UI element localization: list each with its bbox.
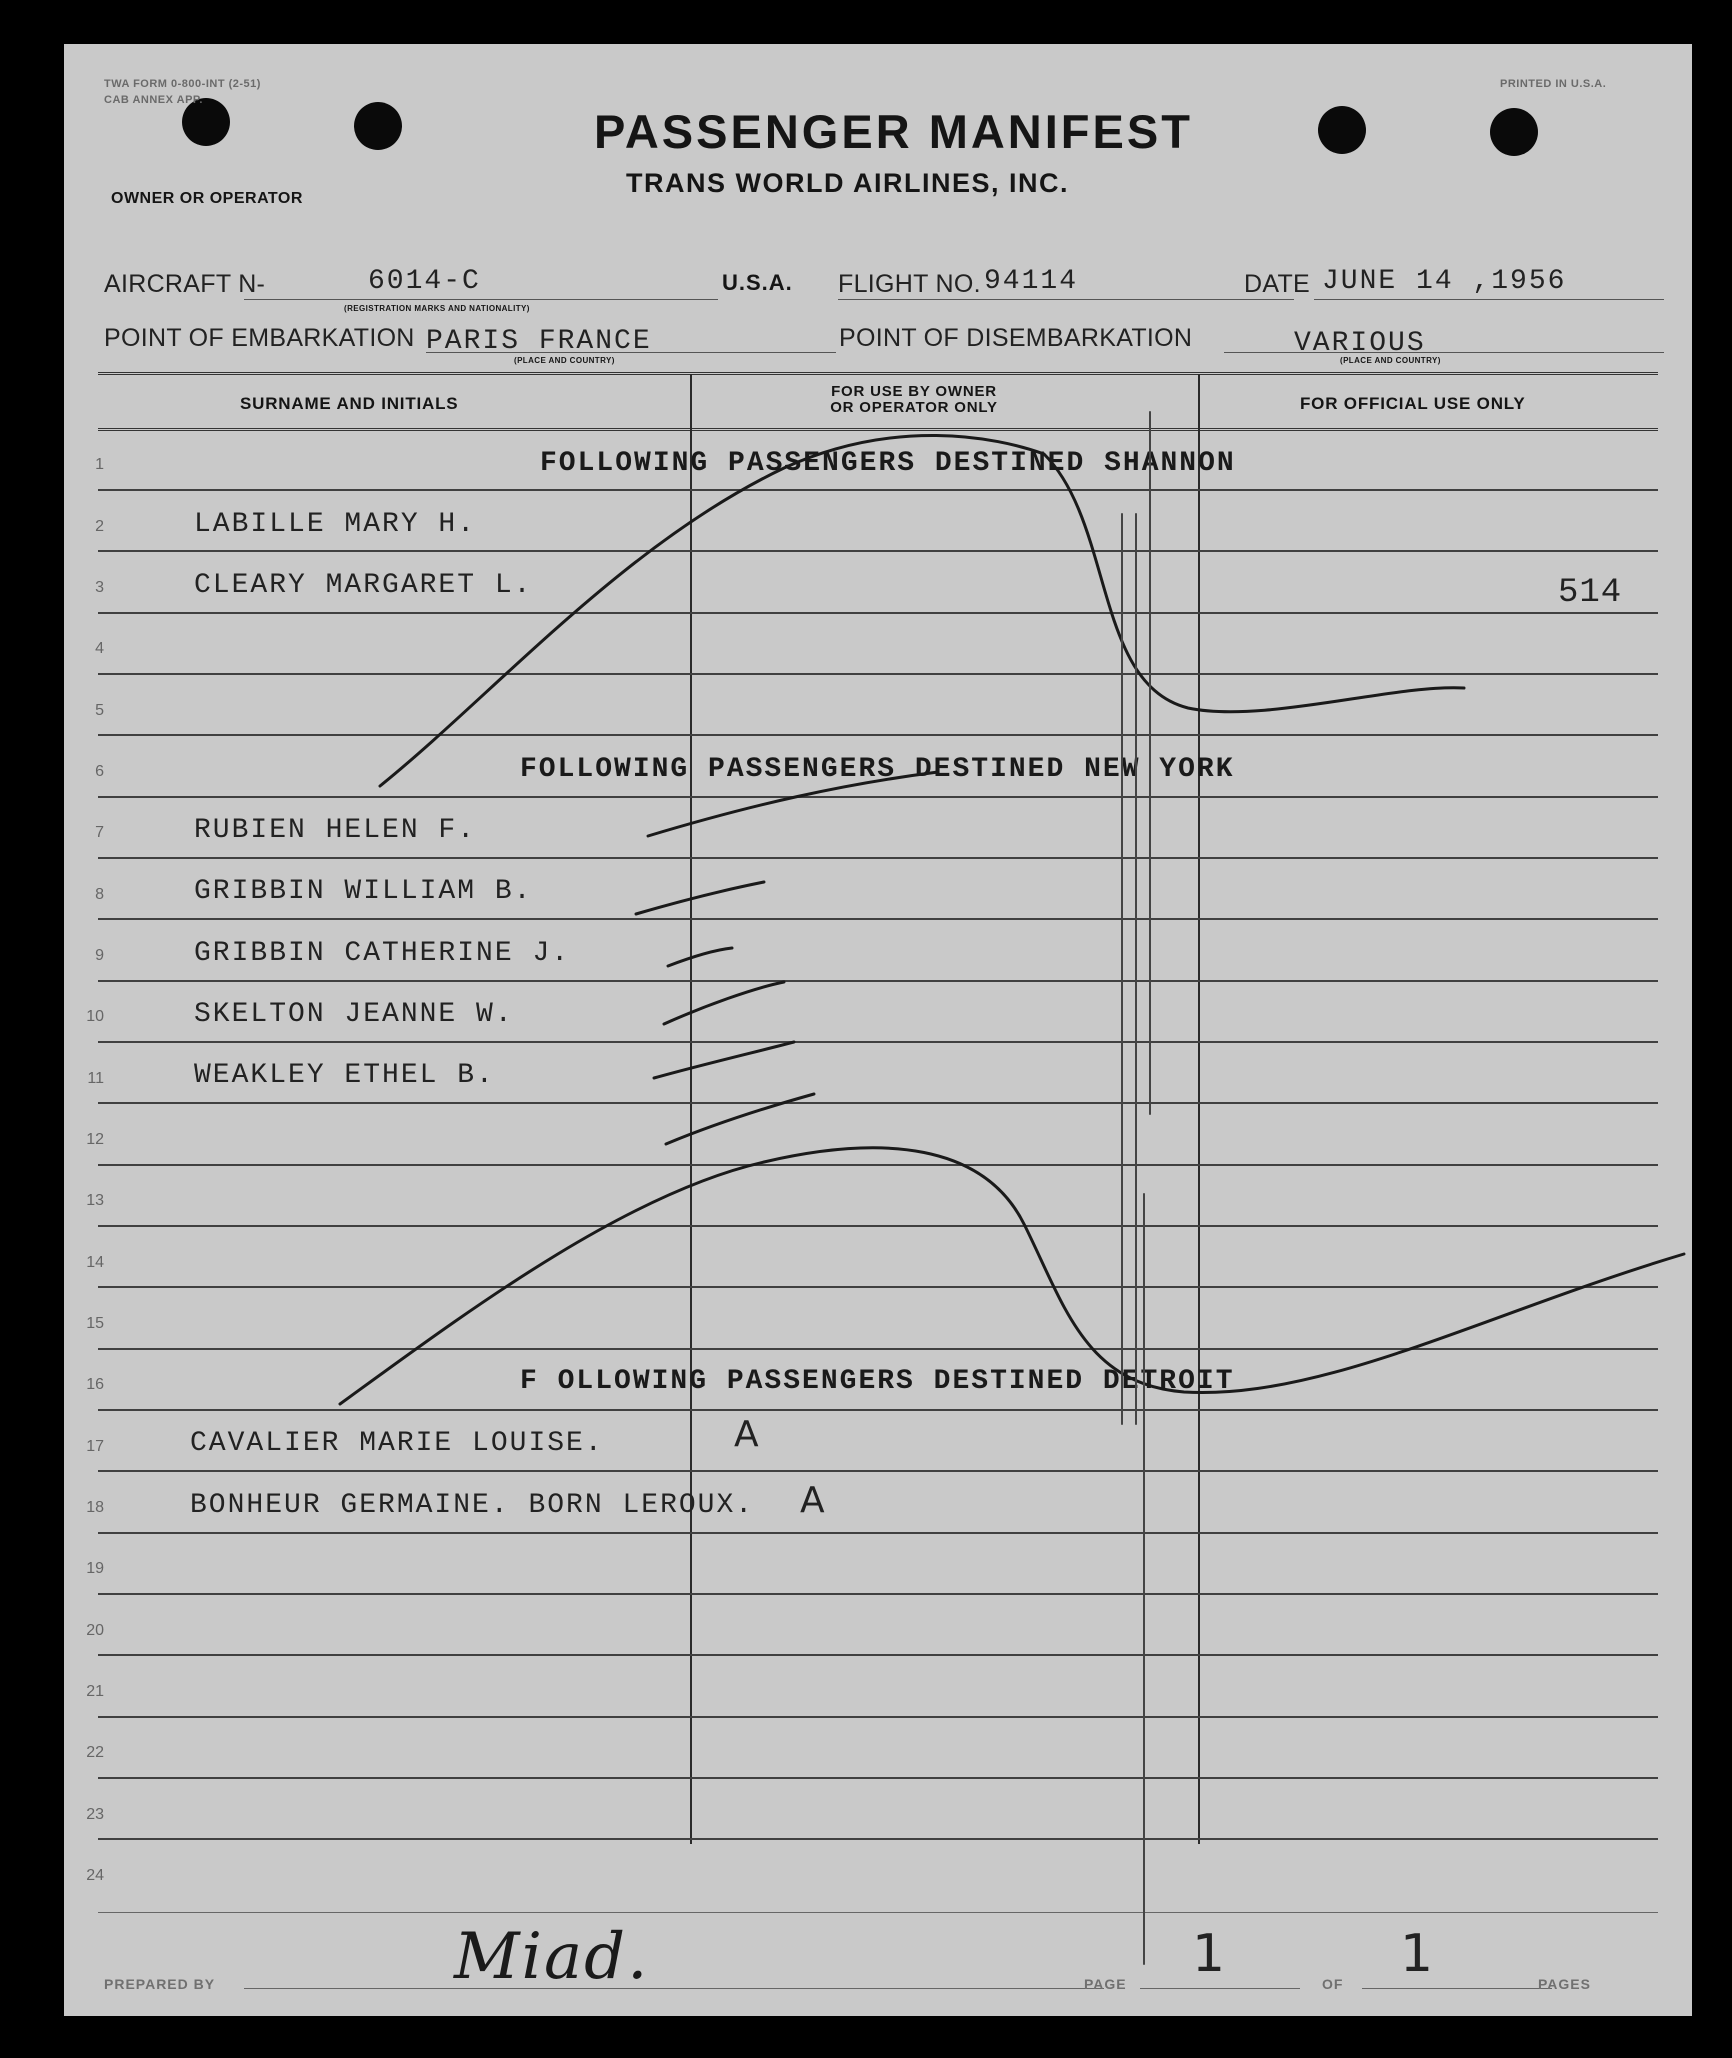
row-number: 22 <box>86 1744 104 1761</box>
aircraft-label: AIRCRAFT N- <box>104 270 266 298</box>
row-number: 7 <box>95 824 104 841</box>
passenger-name: SKELTON JEANNE W. <box>194 999 514 1030</box>
prepared-by-label: PREPARED BY <box>104 1976 216 1992</box>
form-subtitle: TRANS WORLD AIRLINES, INC. <box>626 168 1069 198</box>
passenger-name: RUBIEN HELEN F. <box>194 815 477 846</box>
row-number: 8 <box>95 886 104 903</box>
row-number: 24 <box>86 1867 104 1884</box>
date-label: DATE <box>1244 270 1311 298</box>
manifest-page <box>64 44 1692 2016</box>
passenger-name: CLEARY MARGARET L. <box>194 570 533 601</box>
disembarkation-note: (PLACE AND COUNTRY) <box>1340 356 1441 365</box>
aircraft-value: 6014-C <box>368 266 481 297</box>
flight-value: 94114 <box>984 266 1079 297</box>
destination-heading: FOLLOWING PASSENGERS DESTINED NEW YORK <box>520 754 1235 785</box>
of-value: 1 <box>1400 1924 1434 1984</box>
passenger-name: LABILLE MARY H. <box>194 509 477 540</box>
row-number: 20 <box>86 1622 104 1639</box>
destination-heading: F OLLOWING PASSENGERS DESTINED DETROIT <box>520 1366 1235 1397</box>
row-number: 23 <box>86 1806 104 1823</box>
flight-label: FLIGHT NO. <box>838 270 981 298</box>
pages-label: PAGES <box>1538 1976 1591 1992</box>
official-number: 514 <box>1558 574 1623 612</box>
embarkation-label: POINT OF EMBARKATION <box>104 324 415 352</box>
destination-heading: FOLLOWING PASSENGERS DESTINED SHANNON <box>540 448 1236 479</box>
row-number: 16 <box>86 1376 104 1393</box>
embarkation-note: (PLACE AND COUNTRY) <box>514 356 615 365</box>
cancel-stroke <box>340 1148 1684 1404</box>
row-number: 13 <box>86 1192 104 1209</box>
row-number: 19 <box>86 1560 104 1577</box>
row-number: 12 <box>86 1131 104 1148</box>
form-title: PASSENGER MANIFEST <box>594 105 1193 158</box>
passenger-name: GRIBBIN CATHERINE J. <box>194 938 571 969</box>
passenger-name: CAVALIER MARIE LOUISE. <box>190 1428 604 1459</box>
form-code: TWA FORM 0-800-INT (2-51) <box>104 78 261 90</box>
row-number: 17 <box>86 1438 104 1455</box>
preparer-signature: Miad. <box>454 1920 650 1994</box>
row-number: 21 <box>86 1683 104 1700</box>
country-label: U.S.A. <box>722 270 793 295</box>
row-number: 3 <box>95 579 104 596</box>
row-number: 6 <box>95 763 104 780</box>
printed-note: PRINTED IN U.S.A. <box>1500 78 1607 90</box>
check-stroke <box>636 882 764 914</box>
page-value: 1 <box>1192 1924 1226 1984</box>
check-stroke <box>648 772 938 836</box>
handwritten-mark: A <box>734 1414 759 1455</box>
pen-strokes <box>64 44 1692 2016</box>
row-number: 5 <box>95 702 104 719</box>
registration-note: (REGISTRATION MARKS AND NATIONALITY) <box>344 304 530 313</box>
date-value: JUNE 14 ,1956 <box>1322 266 1567 297</box>
col-header-owner-use: FOR USE BY OWNER OR OPERATOR ONLY <box>830 383 998 416</box>
row-number: 4 <box>95 640 104 657</box>
form-annex: CAB ANNEX APP. <box>104 94 203 106</box>
col-header-official: FOR OFFICIAL USE ONLY <box>1300 394 1526 413</box>
col-header-surname: SURNAME AND INITIALS <box>240 394 459 413</box>
row-number: 10 <box>86 1008 104 1025</box>
check-stroke <box>654 1042 794 1078</box>
embarkation-value: PARIS FRANCE <box>426 326 652 357</box>
row-number: 15 <box>86 1315 104 1332</box>
row-number: 9 <box>95 947 104 964</box>
disembarkation-label: POINT OF DISEMBARKATION <box>839 324 1193 352</box>
check-stroke <box>664 982 784 1024</box>
disembarkation-value: VARIOUS <box>1294 328 1426 359</box>
check-stroke <box>668 948 732 966</box>
cancel-stroke <box>380 435 1464 786</box>
handwritten-mark: A <box>800 1480 825 1521</box>
passenger-name: GRIBBIN WILLIAM B. <box>194 876 533 907</box>
of-label: OF <box>1322 1976 1344 1992</box>
row-number: 2 <box>95 518 104 535</box>
row-number: 14 <box>86 1254 104 1271</box>
row-number: 11 <box>87 1070 104 1087</box>
check-stroke <box>666 1094 814 1144</box>
row-number: 18 <box>86 1499 104 1516</box>
owner-operator-label: OWNER OR OPERATOR <box>111 190 303 207</box>
passenger-name: BONHEUR GERMAINE. BORN LEROUX. <box>190 1490 755 1521</box>
row-number: 1 <box>95 456 104 473</box>
page-label: PAGE <box>1084 1976 1127 1992</box>
passenger-name: WEAKLEY ETHEL B. <box>194 1060 495 1091</box>
